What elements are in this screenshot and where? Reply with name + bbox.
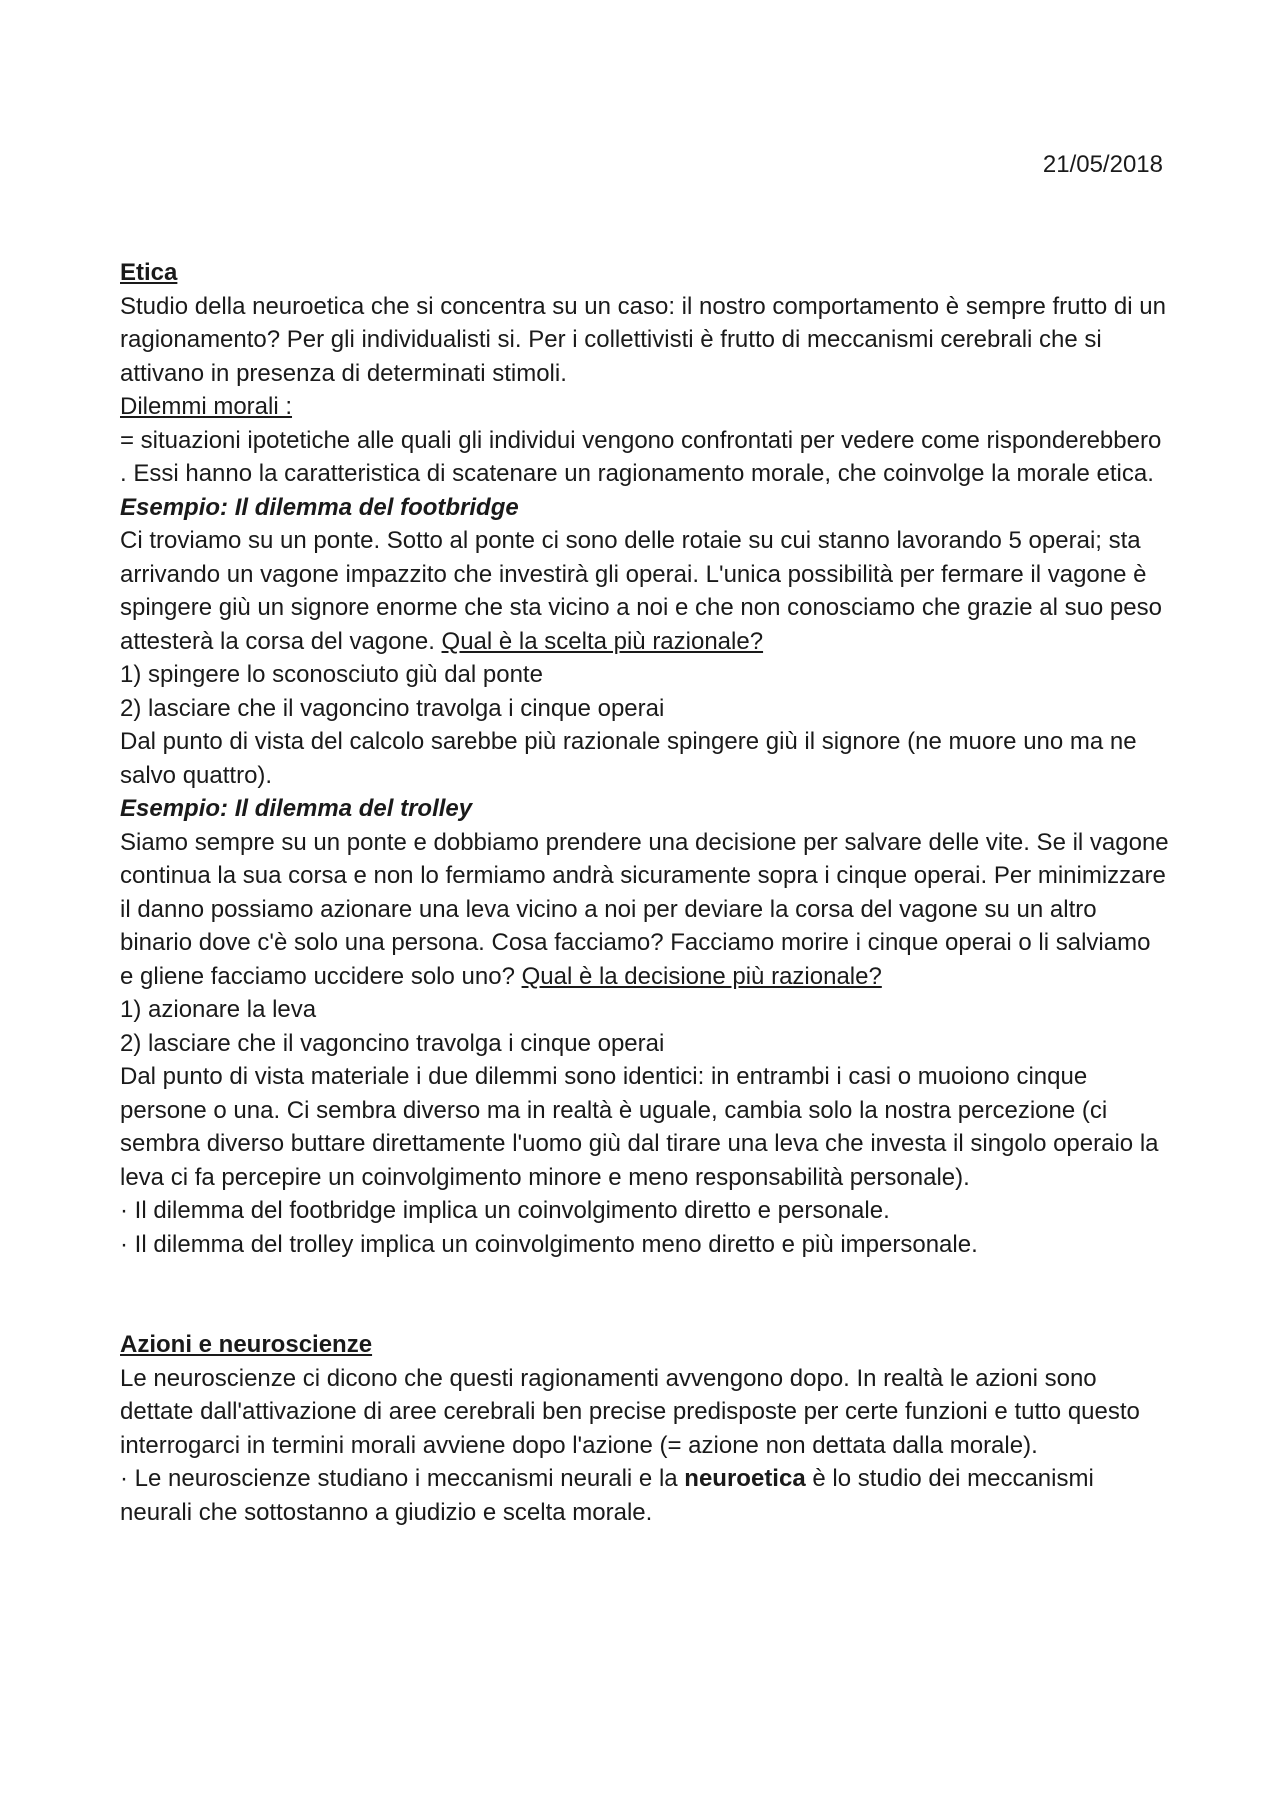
azioni-bullet-pre: · Le neuroscienze studiano i meccanismi neurali e la (120, 1465, 685, 1492)
example-footbridge-conclusion: Dal punto di vista del calcolo sarebbe più razionale spingere giù il signore (ne muore uno ma ne salvo quattro). (120, 728, 1137, 789)
azioni-bullet-bold-term: neuroetica (684, 1465, 806, 1492)
example-footbridge-title: Esempio: Il dilemma del footbridge (120, 493, 519, 521)
dilemmi-definition: = situazioni ipotetiche alle quali gli individui vengono confrontati per vedere come risponderebbero . Essi hanno la caratteristica di scatenare un ragionamento morale, che coinvolge la morale etica. (120, 426, 1162, 487)
dilemmi-label: Dilemmi morali : (120, 393, 293, 420)
example-trolley-question: Qual è la decisione più razionale? (521, 962, 882, 990)
document-content (120, 256, 1170, 1529)
example-trolley-title: Esempio: Il dilemma del trolley (120, 795, 473, 822)
azioni-paragraph: Le neuroscienze ci dicono che questi ragionamenti avvengono dopo. In realtà le azioni sono dettate dall'attivazione di aree cerebrali ben precise predisposte per certe funzioni e tutto questo interrogarci in termini morali avviene dopo l'azione (= azione non dettata dalla morale). (120, 1364, 1140, 1459)
example-trolley-option-1: 1) azionare la leva (120, 996, 317, 1023)
example-footbridge-option-2: 2) lasciare che il vagoncino travolga i cinque operai (120, 694, 665, 722)
section-spacer (120, 1261, 1170, 1328)
section-heading-azioni: Azioni e neuroscienze (120, 1331, 373, 1358)
document-date: 21/05/2018 (1042, 151, 1163, 178)
example-trolley-conclusion: Dal punto di vista materiale i due dilemmi sono identici: in entrambi i casi o muoiono cinque persone o una. Ci sembra diverso ma in realtà è uguale, cambia solo la nostra percezione (ci sembra diverso buttare direttamente l'uomo giù dal tirare una leva che investa il singolo operaio la leva ci fa percepire un coinvolgimento minore e meno responsabilità personale). (120, 1063, 1159, 1191)
example-footbridge-paragraph (120, 524, 1170, 658)
example-footbridge-text: Ci troviamo su un ponte. Sotto al ponte ci sono delle rotaie su cui stanno lavorando 5 operai; sta arrivando un vagone impazzito che investirà gli operai. L'unica possibilità per fermare il vagone è spingere giù un signore enorme che sta vicino a noi e che non conosciamo che grazie al suo peso attesterà la corsa del vagone. (120, 527, 1162, 655)
section-heading-etica: Etica (120, 259, 178, 286)
example-trolley-text: Siamo sempre su un ponte e dobbiamo prendere una decisione per salvare delle vite. Se il vagone continua la sua corsa e non lo fermiamo andrà sicuramente sopra i cinque operai. Per minimizzare il danno possiamo azionare una leva vicino a noi per deviare la corsa del vagone su un altro binario dove c'è solo una persona. Cosa facciamo? Facciamo morire i cinque operai o li salviamo e gliene facciamo uccidere solo uno? (120, 828, 1169, 990)
azioni-bullet-post: è lo studio dei meccanismi neurali che sottostanno a giudizio e scelta morale. (120, 1465, 1094, 1526)
example-footbridge-question: Qual è la scelta più razionale? (441, 627, 764, 655)
example-footbridge-option-1: 1) spingere lo sconosciuto giù dal ponte (120, 661, 543, 688)
etica-intro: Studio della neuroetica che si concentra su un caso: il nostro comportamento è sempre frutto di un ragionamento? Per gli individualisti si. Per i collettivisti è frutto di meccanismi cerebrali che si attivano in presenza di determinati stimoli. (120, 292, 1166, 387)
etica-bullet-trolley: · Il dilemma del trolley implica un coinvolgimento meno diretto e più impersonale. (120, 1230, 978, 1258)
example-trolley-option-2: 2) lasciare che il vagoncino travolga i cinque operai (120, 1029, 665, 1057)
example-trolley-paragraph (120, 826, 1170, 994)
etica-bullet-footbridge: · Il dilemma del footbridge implica un coinvolgimento diretto e personale. (120, 1197, 890, 1224)
azioni-bullet (120, 1462, 1170, 1529)
